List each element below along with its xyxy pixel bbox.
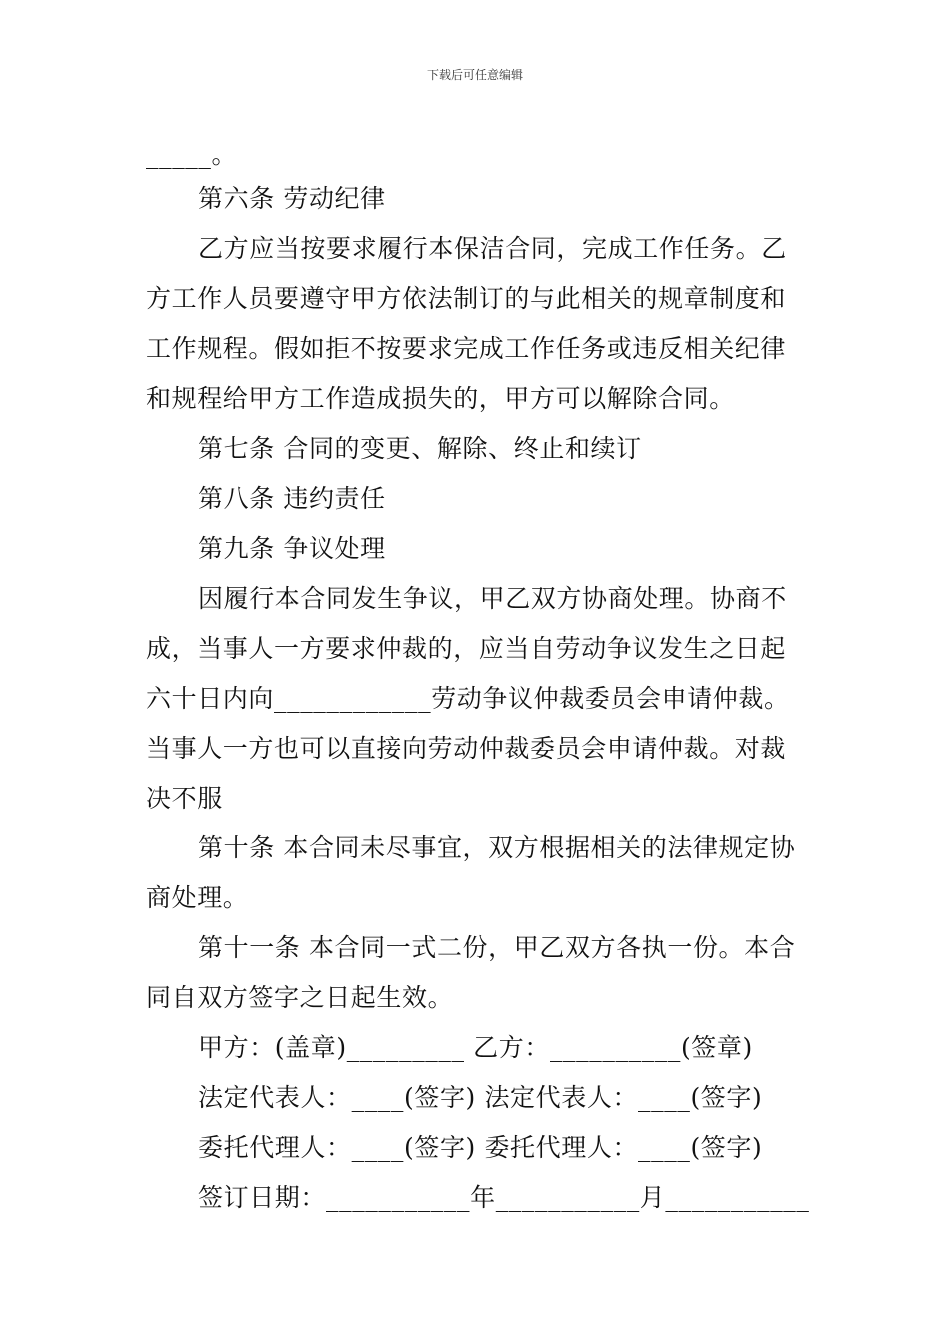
article-9-heading: 第九条 争议处理 xyxy=(198,534,386,563)
article-11-line-2: 同自双方签字之日起生效。 xyxy=(146,983,454,1012)
article-6-line-2: 方工作人员要遵守甲方依法制订的与此相关的规章制度和 xyxy=(146,284,787,313)
article-9-line-4: 当事人一方也可以直接向劳动仲裁委员会申请仲裁。对裁 xyxy=(146,734,787,763)
signing-date: 签订日期：___________年___________月___________ xyxy=(198,1183,810,1212)
page-header: 下载后可任意编辑 xyxy=(426,68,523,82)
article-6-line-1: 乙方应当按要求履行本保洁合同，完成工作任务。乙 xyxy=(198,234,787,263)
article-9-line-5: 决不服 xyxy=(146,784,223,813)
article-9-line-1: 因履行本合同发生争议，甲乙双方协商处理。协商不 xyxy=(198,584,787,613)
line-blank-end: _____。 xyxy=(146,140,238,169)
article-6-line-4: 和规程给甲方工作造成损失的，甲方可以解除合同。 xyxy=(146,384,735,413)
signature-legal-representative: 法定代表人：____(签字) 法定代表人：____(签字) xyxy=(198,1083,763,1112)
article-6-line-3: 工作规程。假如拒不按要求完成工作任务或违反相关纪律 xyxy=(146,334,787,363)
article-6-heading: 第六条 劳动纪律 xyxy=(198,184,386,213)
article-9-line-3: 六十日内向____________劳动争议仲裁委员会申请仲裁。 xyxy=(146,684,790,713)
article-7-heading: 第七条 合同的变更、解除、终止和续订 xyxy=(198,434,642,463)
article-10-line-2: 商处理。 xyxy=(146,883,249,912)
article-10-line-1: 第十条 本合同未尽事宜，双方根据相关的法律规定协 xyxy=(198,833,796,862)
article-9-line-2: 成，当事人一方要求仲裁的，应当自劳动争议发生之日起 xyxy=(146,634,787,663)
article-8-heading: 第八条 违约责任 xyxy=(198,484,386,513)
article-11-line-1: 第十一条 本合同一式二份，甲乙双方各执一份。本合 xyxy=(198,933,796,962)
signature-agent: 委托代理人：____(签字) 委托代理人：____(签字) xyxy=(198,1133,763,1162)
signature-parties: 甲方：(盖章)_________ 乙方：__________(签章) xyxy=(198,1033,753,1062)
